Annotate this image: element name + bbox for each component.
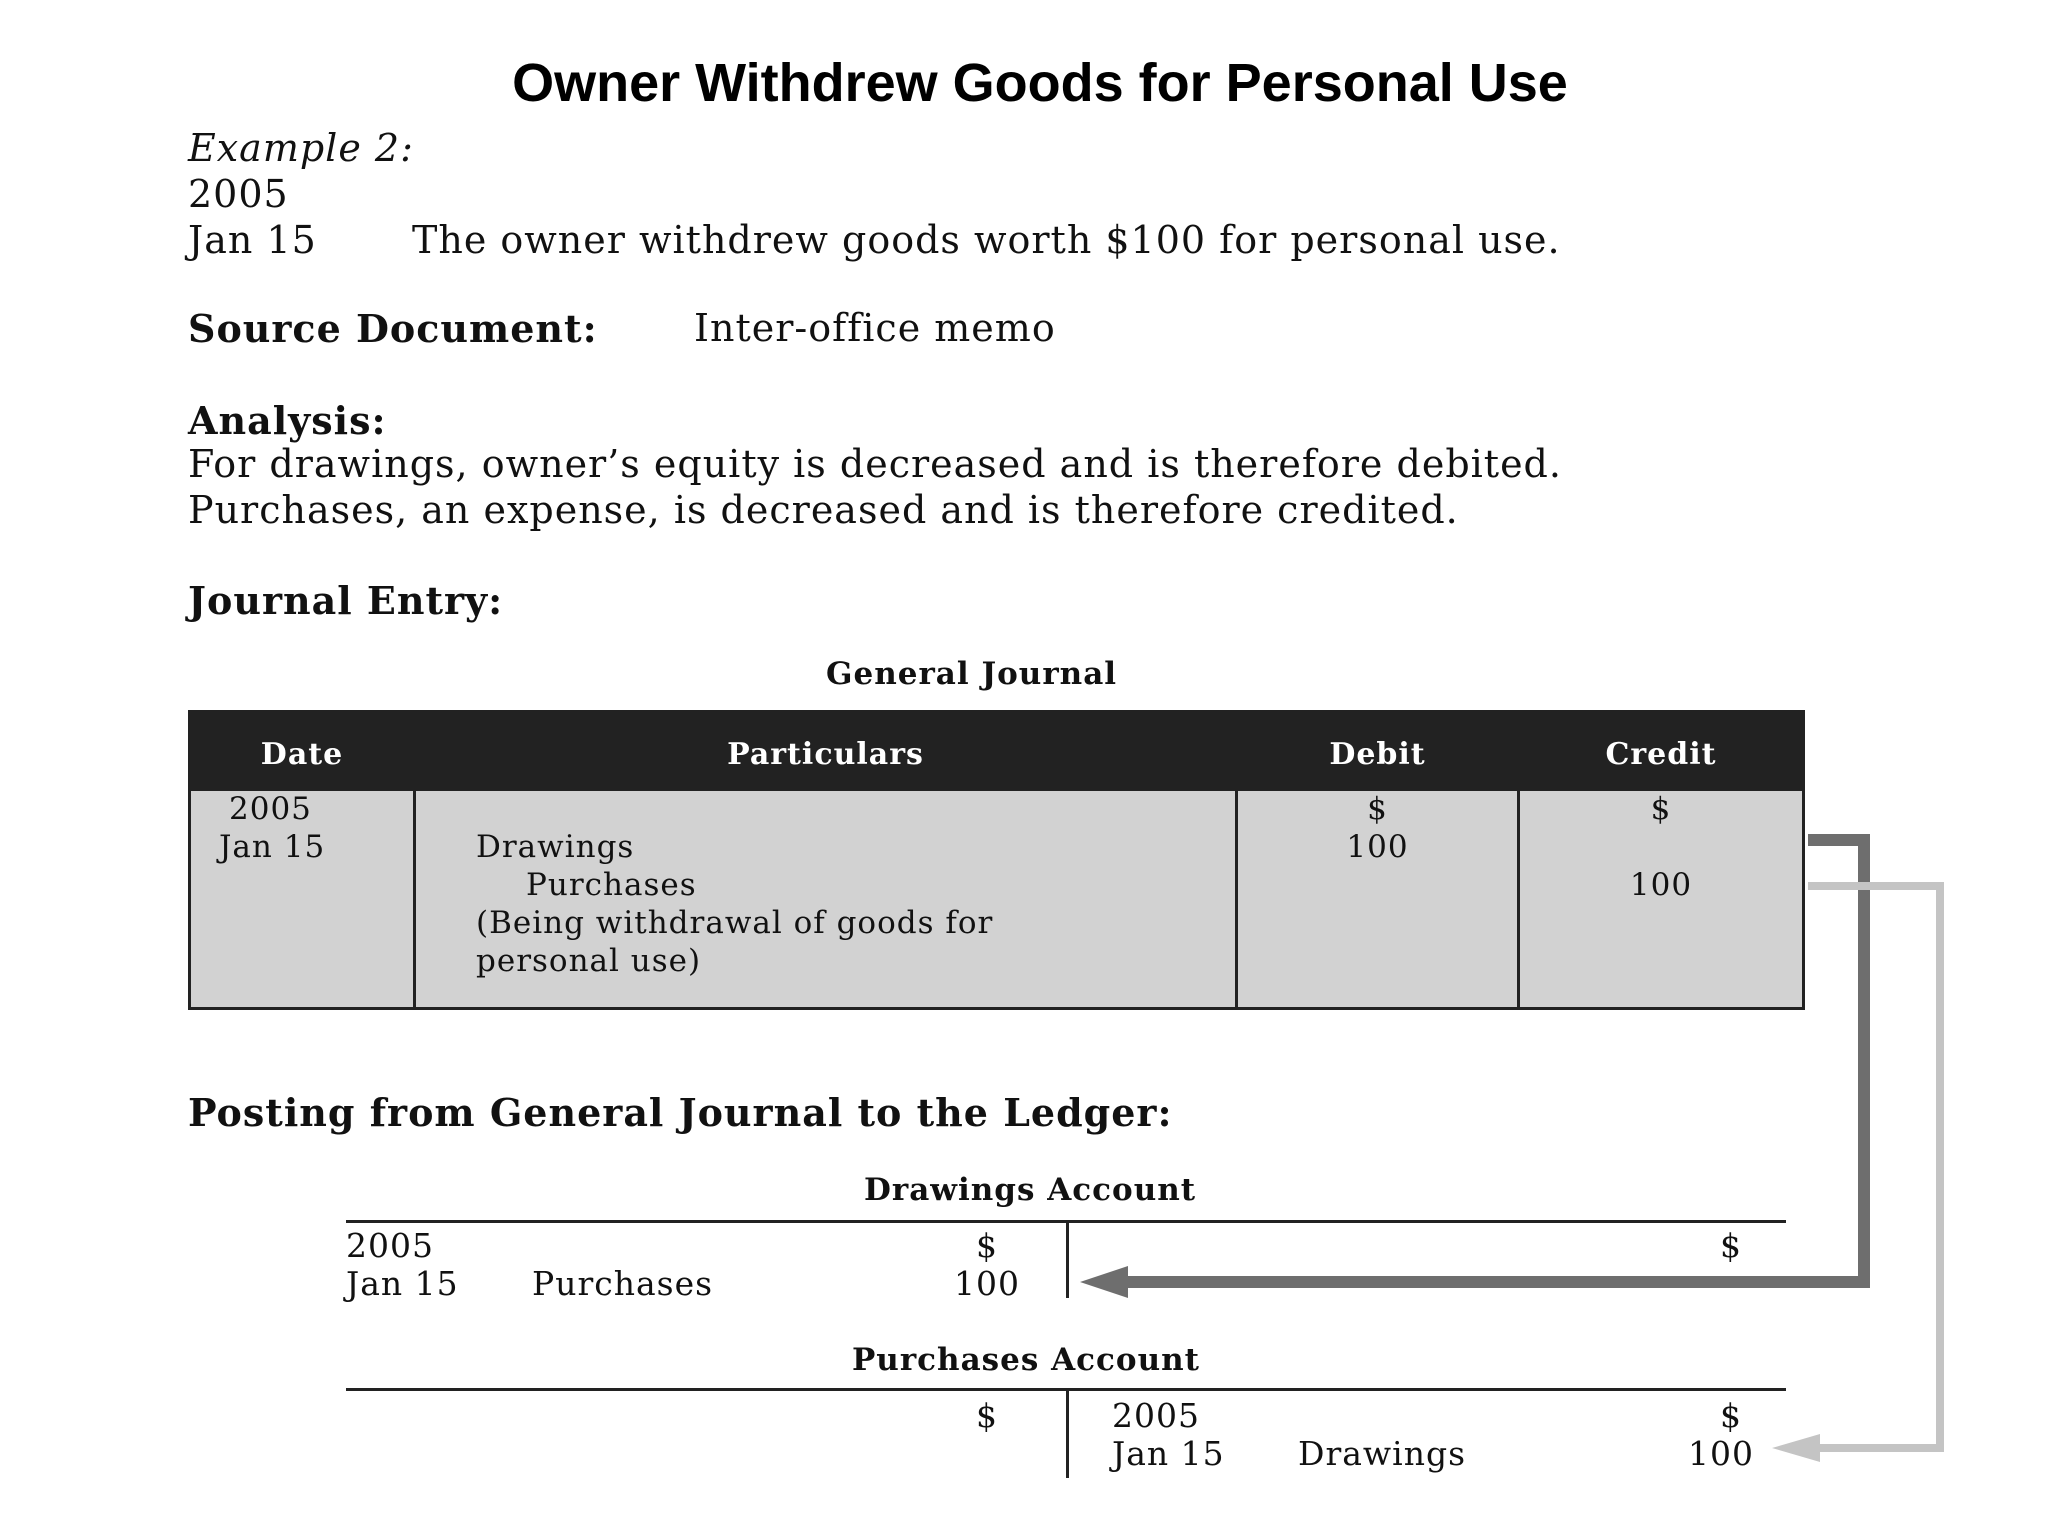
journal-year: 2005 [229,791,312,827]
journal-narration-2: personal use) [476,943,702,979]
journal-credit-currency: $ [1650,791,1672,827]
source-label: Source Document: [188,306,598,351]
drawings-credit-currency: $ [1720,1226,1742,1265]
purchases-credit-year: 2005 [1112,1396,1200,1435]
slide-title: Owner Withdrew Goods for Personal Use [512,53,1568,113]
journal-entry-label: Journal Entry: [188,578,504,623]
analysis-line-1: For drawings, owner’s equity is decreased and is therefore debited. [188,442,1562,486]
example-year: 2005 [188,172,289,216]
drawings-debit-year: 2005 [346,1226,434,1265]
purchases-credit-currency: $ [1720,1396,1742,1435]
journal-credit-account: Purchases [526,867,697,903]
header-debit: Debit [1329,737,1426,772]
posting-label: Posting from General Journal to the Ledger: [188,1090,1173,1135]
journal-credit-amount: 100 [1629,867,1693,903]
journal-debit-amount: 100 [1346,829,1409,865]
purchases-credit-amount: 100 [1688,1434,1754,1473]
posting-arrow-drawings [1124,840,1864,1282]
example-description: The owner withdrew goods worth $100 for personal use. [412,218,1561,262]
journal-date: Jan 15 [219,829,326,865]
header-credit: Credit [1605,737,1717,772]
analysis-label: Analysis: [188,398,387,443]
header-particulars: Particulars [727,737,924,772]
analysis-line-2: Purchases, an expense, is decreased and is therefore credited. [188,488,1459,532]
purchases-credit-date: Jan 15 [1112,1434,1225,1473]
drawings-account-title: Drawings Account [864,1172,1197,1208]
drawings-debit-particular: Purchases [532,1264,714,1303]
purchases-account-title: Purchases Account [852,1342,1200,1378]
journal-debit-currency: $ [1367,791,1388,827]
drawings-debit-currency: $ [976,1226,998,1265]
source-value: Inter-office memo [694,306,1056,350]
journal-narration-1: (Being withdrawal of goods for [476,905,994,941]
drawings-debit-date: Jan 15 [346,1264,459,1303]
drawings-debit-amount: 100 [954,1264,1020,1303]
posting-arrowhead-purchases [1772,1434,1820,1462]
example-date: Jan 15 [188,218,317,262]
general-journal-title: General Journal [826,656,1118,692]
header-date: Date [260,737,344,772]
example-label: Example 2: [188,126,414,170]
journal-debit-account: Drawings [476,829,635,865]
purchases-credit-particular: Drawings [1298,1434,1467,1473]
posting-arrowhead-drawings [1080,1266,1128,1298]
posting-arrow-purchases [1808,886,1940,1448]
purchases-debit-currency: $ [976,1396,998,1435]
